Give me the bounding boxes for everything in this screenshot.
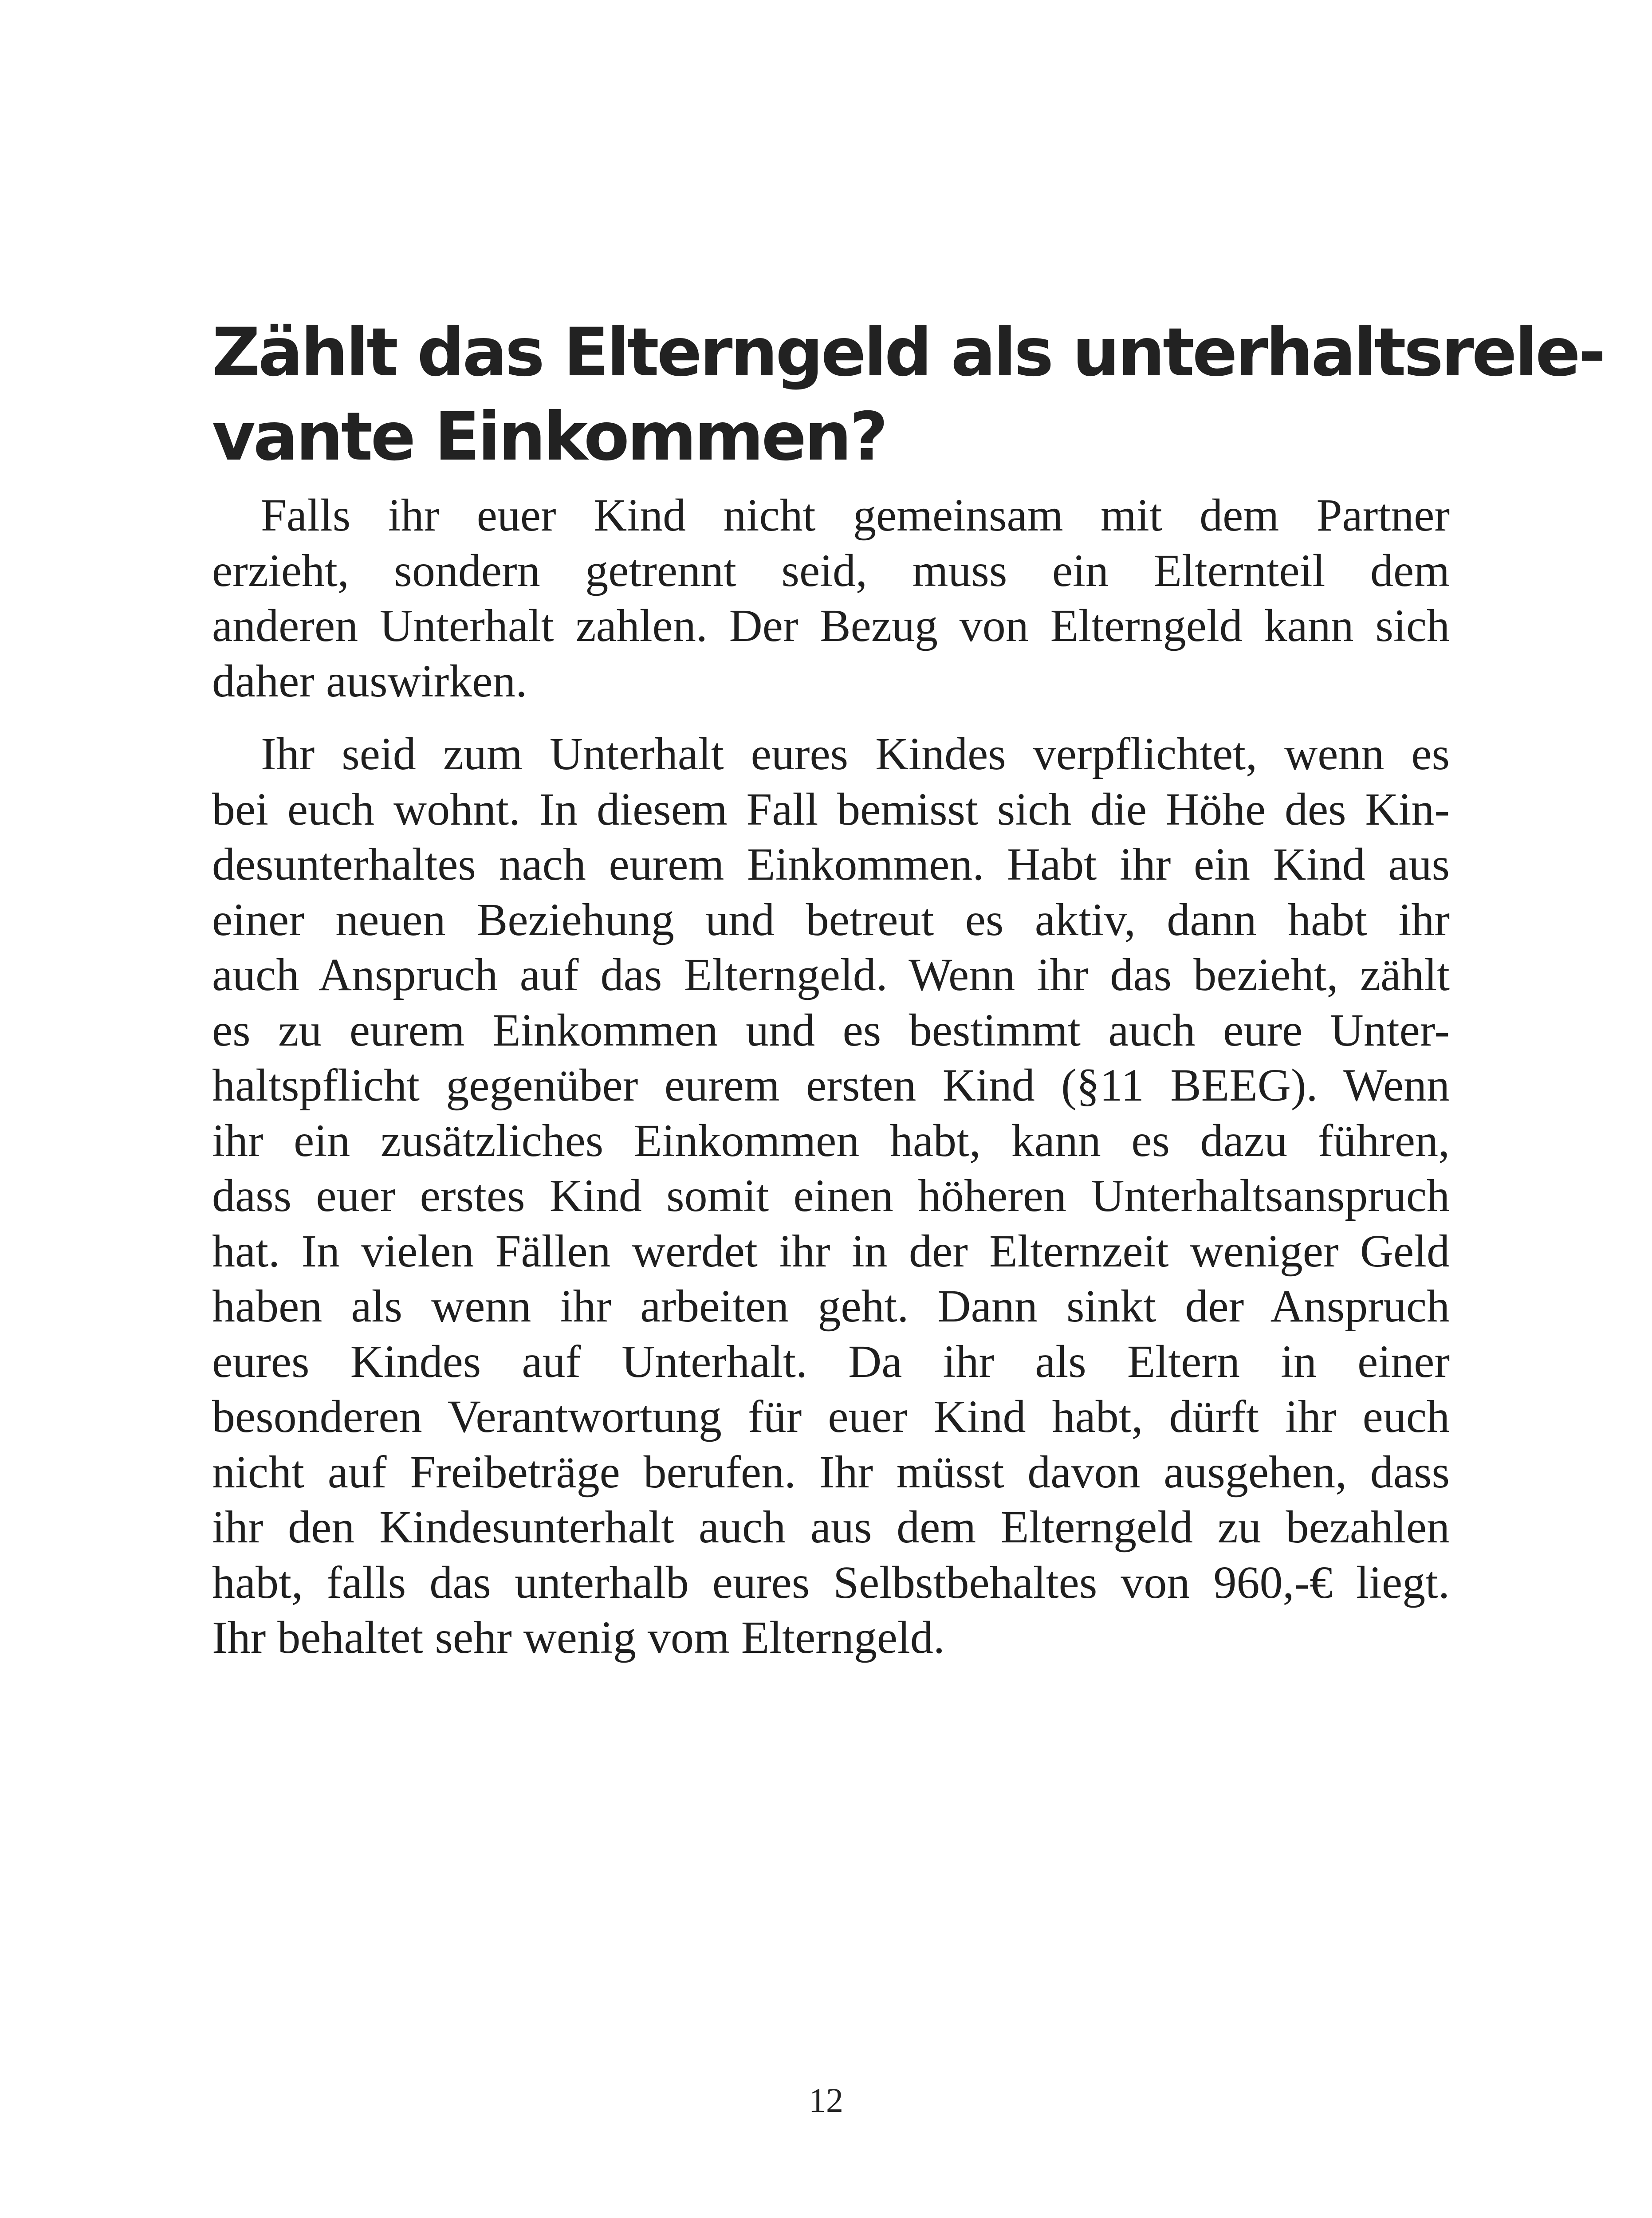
text-line: haben als wenn ihr arbeiten geht. Dann sinkt der Anspruch [212, 1281, 1450, 1332]
text-line: desunterhaltes nach eurem Einkommen. Habt ihr ein Kind aus [212, 839, 1450, 890]
text-line: eures Kindes auf Unterhalt. Da ihr als Eltern in einer [212, 1336, 1450, 1387]
text-line: besonderen Verantwortung für euer Kind habt, dürft ihr euch [212, 1391, 1450, 1442]
text-line: nicht auf Freibeträge berufen. Ihr müsst davon ausgehen, dass [212, 1446, 1450, 1498]
page-number: 12 [809, 2081, 843, 2120]
body-text [212, 488, 1450, 1666]
heading-line: Zählt das Elterngeld als unterhaltsrele- [212, 314, 1604, 391]
text-line: daher auswirken. [212, 655, 527, 707]
text-line: einer neuen Beziehung und betreut es aktiv, dann habt ihr [212, 894, 1450, 945]
text-line: habt, falls das unterhalb eures Selbstbehaltes von 960,-€ liegt. [212, 1557, 1450, 1608]
text-line: hat. In vielen Fällen werdet ihr in der Elternzeit weniger Geld [212, 1225, 1450, 1277]
text-line: dass euer erstes Kind somit einen höheren Unterhaltsanspruch [212, 1170, 1450, 1221]
text-line: anderen Unterhalt zahlen. Der Bezug von Elterngeld kann sich [212, 600, 1450, 651]
text-line: bei euch wohnt. In diesem Fall bemisst sich die Höhe des Kin- [212, 783, 1450, 835]
paragraph-2 [212, 727, 1450, 1666]
text-line: ihr ein zusätzliches Einkommen habt, kann es dazu führen, [212, 1115, 1450, 1166]
text-line: Ihr seid zum Unterhalt eures Kindes verpflichtet, wenn es [261, 728, 1450, 779]
text-line: erzieht, sondern getrennt seid, muss ein Elternteil dem [212, 545, 1450, 596]
text-line: ihr den Kindesunterhalt auch aus dem Elterngeld zu bezahlen [212, 1502, 1450, 1553]
heading-line: vante Einkommen? [212, 398, 886, 476]
text-line: es zu eurem Einkommen und es bestimmt auch eure Unter- [212, 1004, 1450, 1056]
text-line: haltspflicht gegenüber eurem ersten Kind (§11 BEEG). Wenn [212, 1060, 1450, 1111]
text-line: auch Anspruch auf das Elterngeld. Wenn ihr das bezieht, zählt [212, 949, 1450, 1000]
section-heading [212, 311, 1604, 479]
text-line: Ihr behaltet sehr wenig vom Elterngeld. [212, 1612, 945, 1663]
text-line: Falls ihr euer Kind nicht gemeinsam mit dem Partner [261, 490, 1450, 541]
paragraph-1 [212, 488, 1450, 709]
